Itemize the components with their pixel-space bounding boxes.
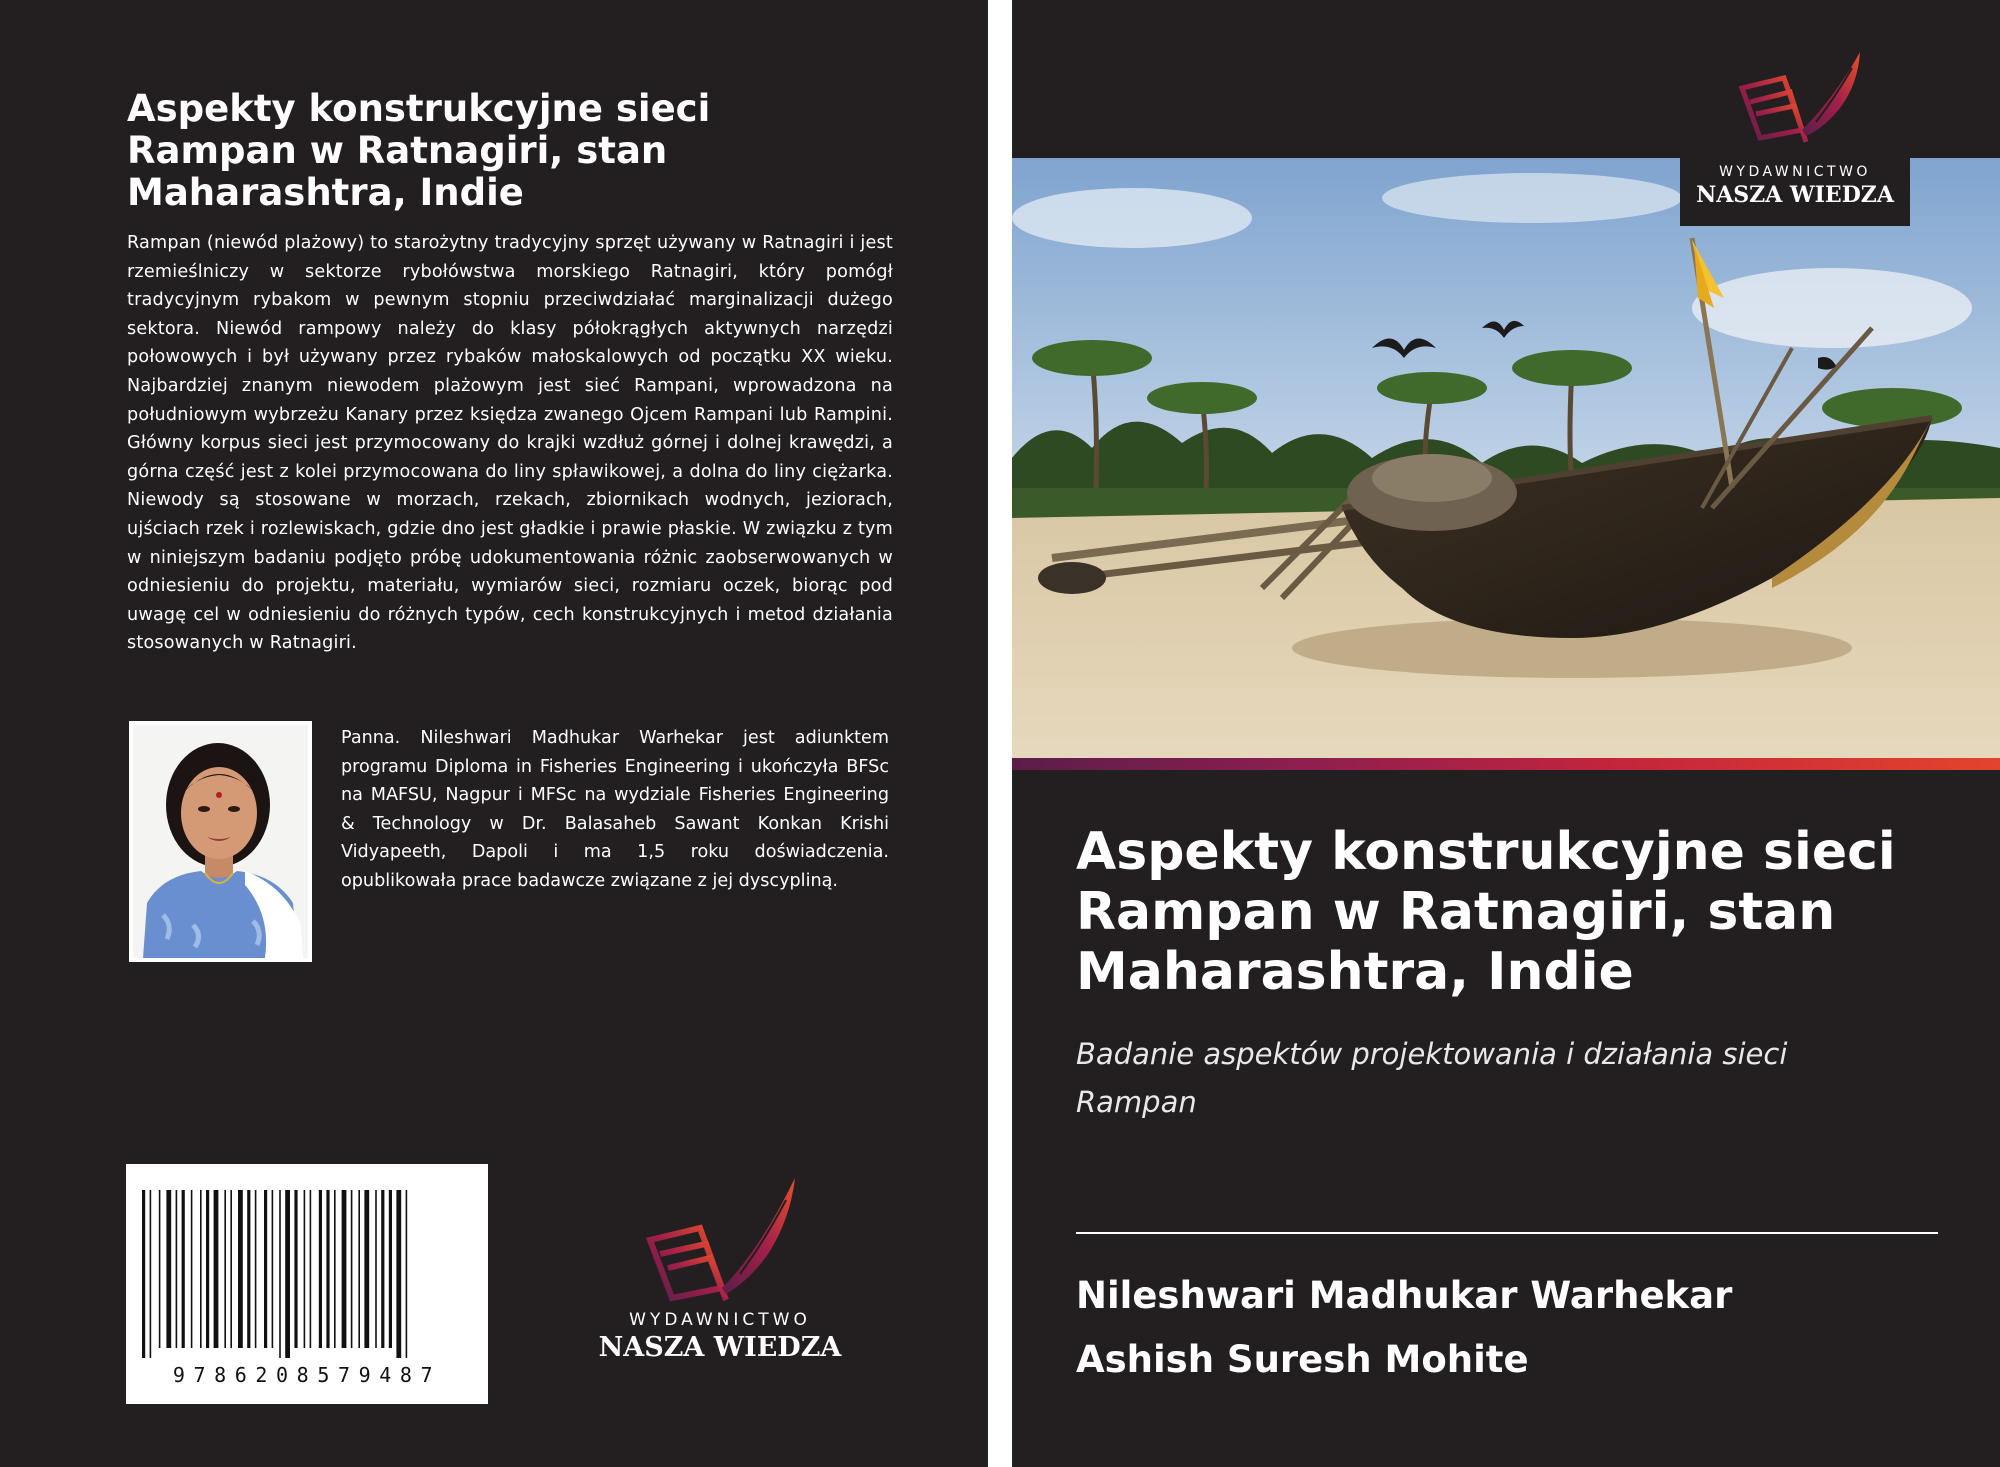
barcode-bar — [294, 1190, 297, 1348]
barcode-bar — [191, 1190, 193, 1348]
barcode-bar — [214, 1190, 219, 1348]
barcode-bar — [264, 1190, 267, 1348]
barcode-bar — [351, 1190, 353, 1348]
barcode-bar — [150, 1190, 152, 1358]
barcode-bar — [247, 1190, 250, 1348]
front-cover-title: Aspekty konstrukcyjne sieci Rampan w Ratnagiri, stan Maharashtra, Indie — [1076, 822, 1896, 1002]
author-name-1: Nileshwari Madhukar Warhekar — [1076, 1274, 1733, 1317]
publisher-logo-back — [590, 1170, 850, 1370]
publisher-name-line2: NASZA WIEDZA — [1696, 182, 1894, 208]
barcode-bar — [200, 1190, 202, 1348]
front-cover-subtitle: Badanie aspektów projektowania i działania sieci Rampan — [1076, 1037, 1788, 1119]
barcode-bar — [358, 1190, 360, 1348]
barcode-bar — [334, 1190, 336, 1348]
boat-beach-image — [1012, 158, 2000, 758]
barcode-bar — [176, 1190, 178, 1348]
barcode-bar — [166, 1190, 171, 1348]
front-cover — [1012, 0, 2000, 1467]
barcode-bar — [206, 1190, 209, 1348]
author-list — [1076, 1264, 1956, 1392]
back-cover-title: Aspekty konstrukcyjne sieci Rampan w Ratnagiri, stan Maharashtra, Indie — [127, 87, 711, 214]
author-divider — [1076, 1232, 1938, 1234]
isbn-digits: 9786208579487 — [172, 1363, 442, 1387]
barcode-bars — [140, 1190, 474, 1358]
publisher-name-line1: WYDAWNICTWO — [629, 1310, 811, 1330]
barcode-bar — [364, 1190, 369, 1348]
author-photo — [129, 721, 312, 962]
accent-stripe — [1012, 758, 2000, 770]
barcode-bar — [304, 1190, 306, 1348]
barcode-bar — [326, 1190, 329, 1348]
book-quill-icon — [1680, 48, 1910, 178]
publisher-name-line2: NASZA WIEDZA — [598, 1332, 842, 1363]
barcode-bar — [310, 1190, 312, 1348]
barcode-bar — [375, 1190, 377, 1348]
back-cover-blurb: Rampan (niewód plażowy) to starożytny tradycyjny sprzęt używany w Ratnagiri i jest rzemieślniczy w sektorze rybołówstwa morskiego Ratnagiri, który pomógł tradycyjnym rybakom w pewnym stopniu przeciwdziałać marginalizacji dużego sektora. Niewód rampowy należy do klasy półokrągłych aktywnych narzędzi połowowych i był używany przez rybaków małoskalowych od początku XX wieku. Najbardziej znanym niewodem plażowym jest sieć Rampani, wprowadzona na południowym wybrzeżu Kanary przez księdza zwanego Ojcem Rampani lub Rampini. Główny korpus sieci jest przymocowany do krajki wzdłuż górnej i dolnej krawędzi, a górna część jest z kolei przymocowana do liny spławikowej, a dolna do liny ciężarka. Niewody są stosowane w morzach, rzekach, zbiornikach wodnych, jeziorach, ujściach rzek i rozlewiskach, gdzie dno jest gładkie i prawie płaskie. W związku z tym w niniejszym badaniu podjęto próbę udokumentowania różnic zaobserwowanych w odniesieniu do projektu, materiału, wymiarów sieci, rozmiaru oczek, biorąc pod uwagę cel w odniesieniu do różnych typów, cech konstrukcyjnych i metod działania stosowanych w Ratnagiri. — [127, 233, 893, 654]
author-bio: Panna. Nileshwari Madhukar Warhekar jest adiunktem programu Diploma in Fisheries Engineering i ukończyła BFSc na MAFSU, Nagpur i MFSc na wydziale Fisheries Engineering & Technology w Dr. Balasaheb Sawant Konkan Krishi Vidyapeeth, Dapoli i ma 1,5 roku doświadczenia. opublikowała prace badawcze związane z jej dyscypliną. — [341, 728, 889, 891]
barcode-bar — [406, 1190, 408, 1358]
cover-photo-boat-on-beach — [1012, 158, 2000, 758]
isbn-barcode — [126, 1164, 488, 1404]
barcode-bar — [389, 1190, 392, 1348]
barcode-bar — [381, 1190, 384, 1348]
barcode-bar — [182, 1190, 185, 1348]
barcode-bar — [224, 1190, 226, 1348]
barcode-bar — [396, 1190, 401, 1358]
barcode-bar — [342, 1190, 347, 1348]
barcode-bar — [230, 1190, 232, 1348]
barcode-bar — [142, 1190, 145, 1358]
barcode-bar — [159, 1190, 161, 1348]
publisher-logo-front — [1680, 48, 1910, 226]
author-name-2: Ashish Suresh Mohite — [1076, 1338, 1529, 1381]
barcode-bar — [255, 1190, 257, 1348]
spine-gap — [988, 0, 1012, 1467]
author-portrait-image — [133, 725, 308, 958]
barcode-bar — [319, 1190, 322, 1348]
barcode-bar — [279, 1190, 281, 1358]
publisher-name-line1: WYDAWNICTWO — [1719, 164, 1871, 180]
barcode-bar — [238, 1190, 243, 1348]
barcode-bar — [285, 1190, 290, 1358]
barcode-bar — [272, 1190, 274, 1348]
book-quill-icon — [590, 1170, 850, 1320]
back-cover — [0, 0, 988, 1467]
